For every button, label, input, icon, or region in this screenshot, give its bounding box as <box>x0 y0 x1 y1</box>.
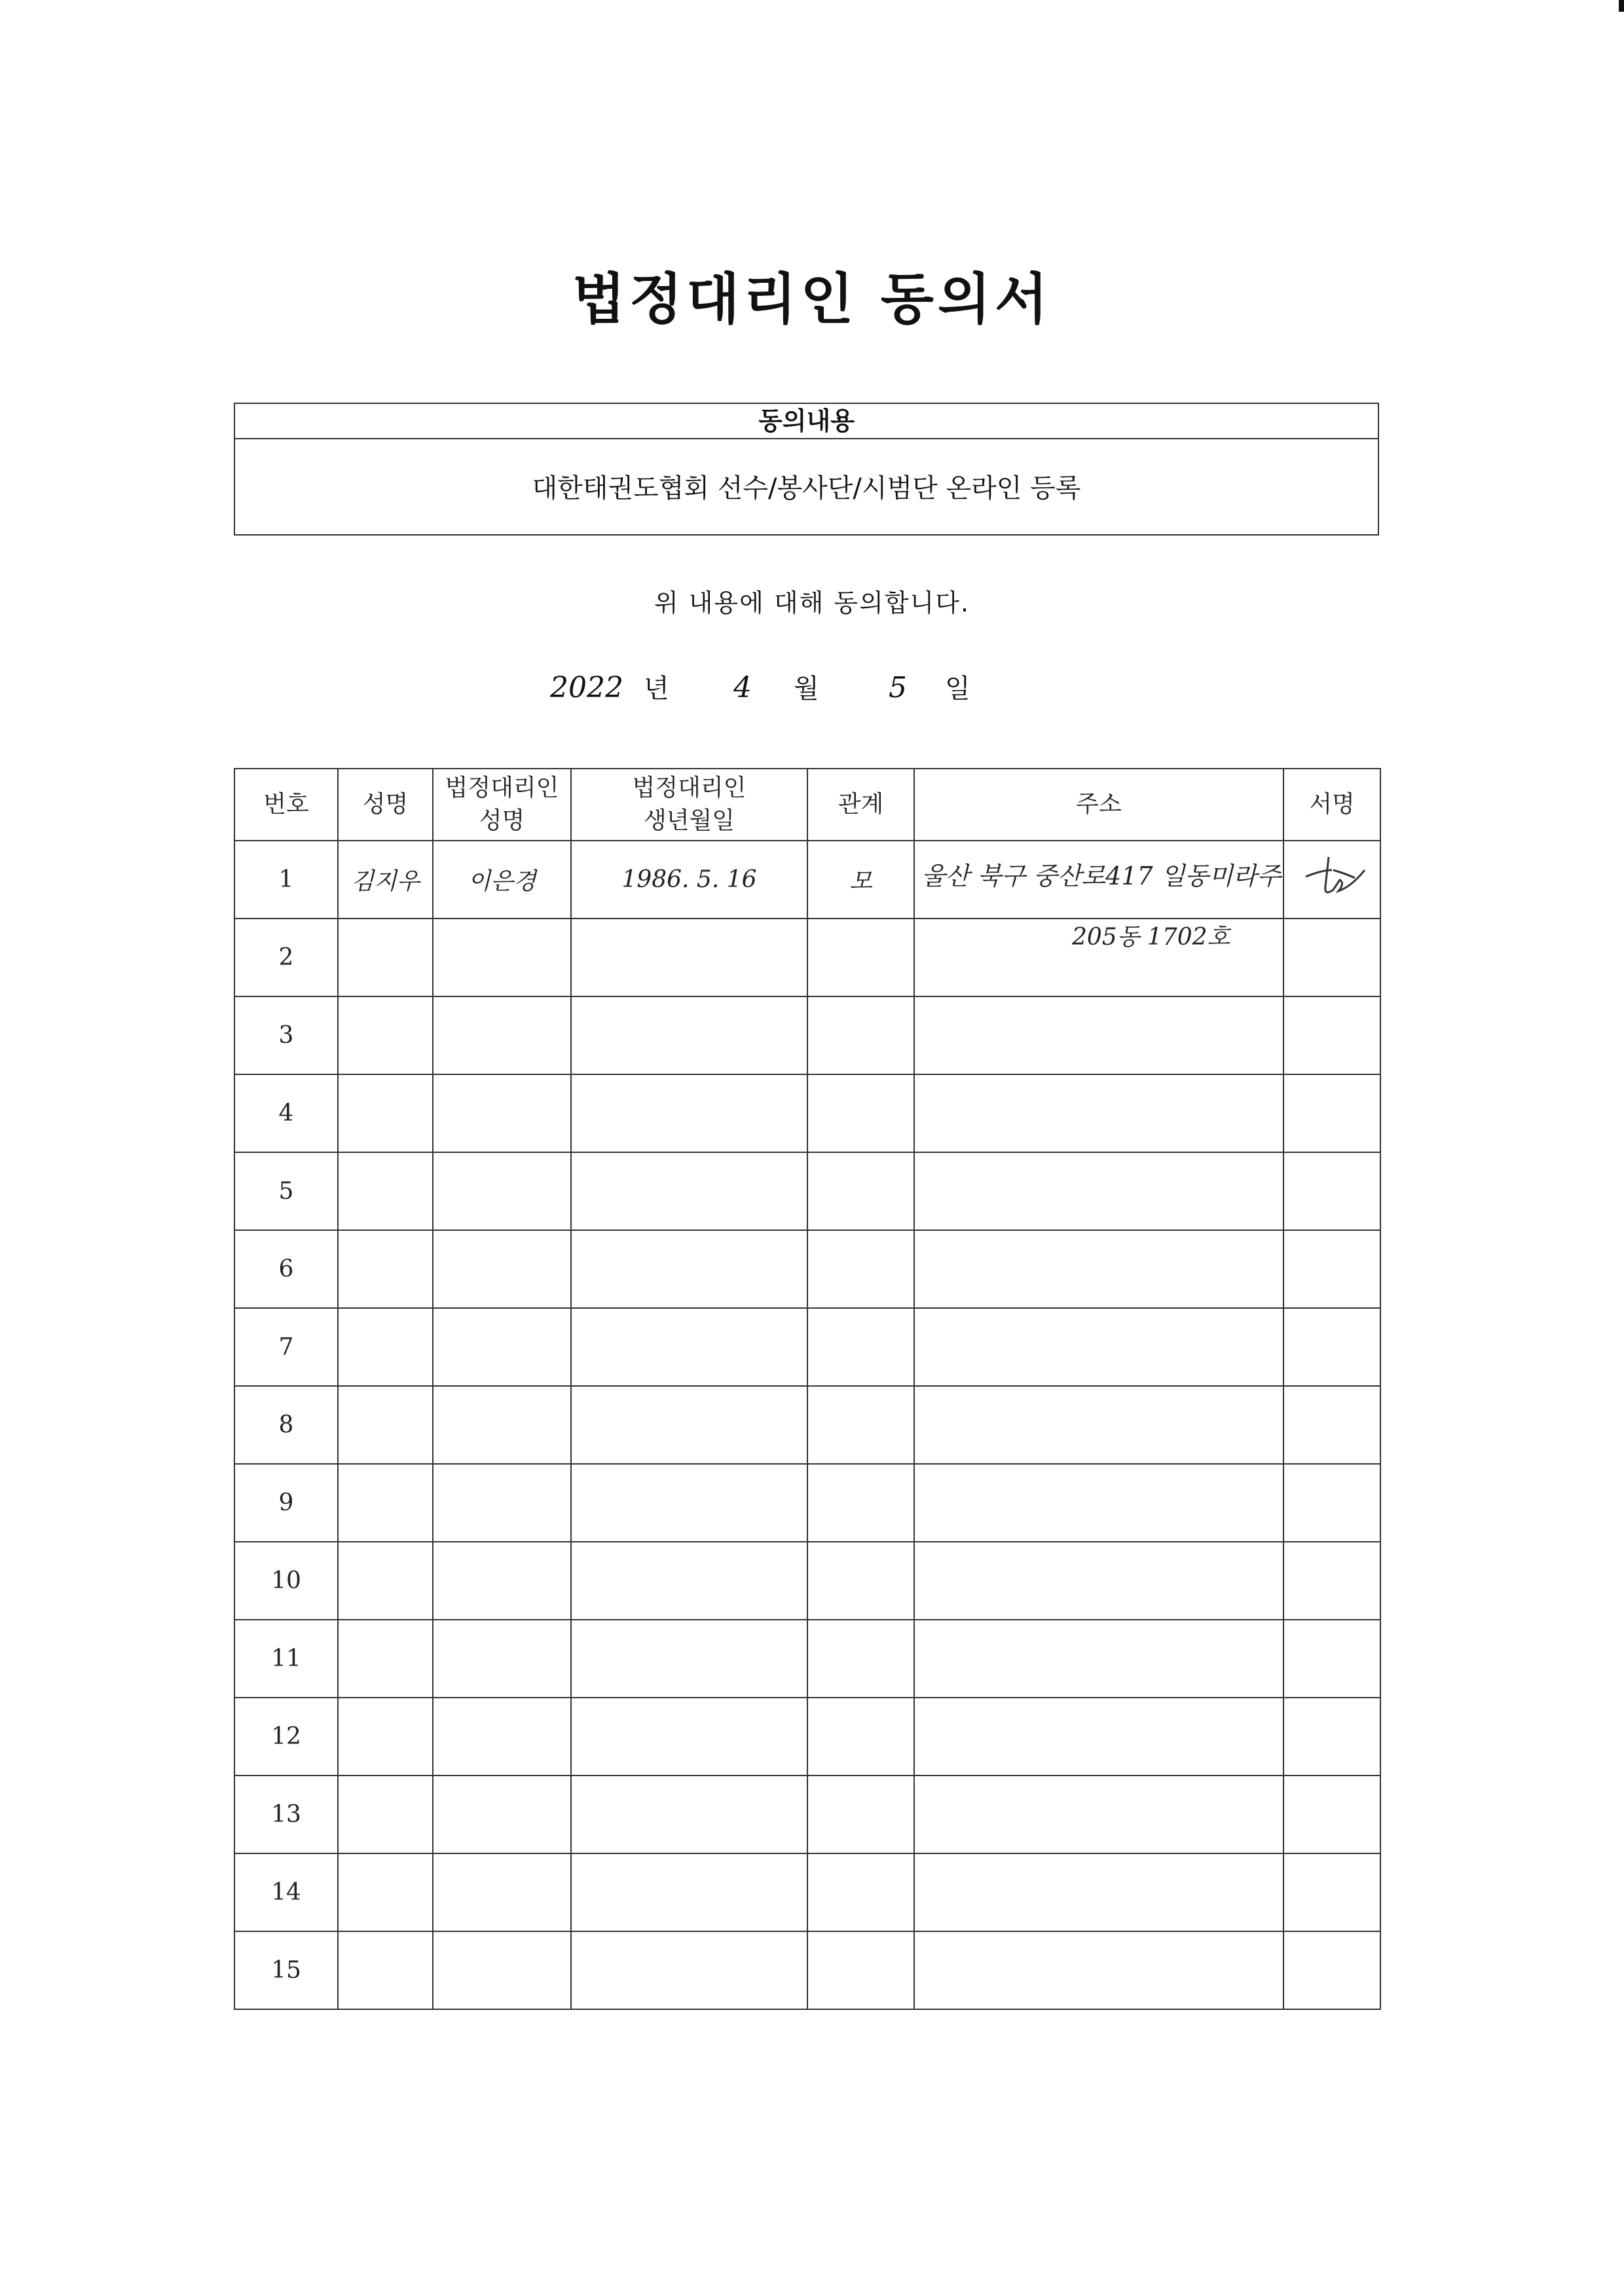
cell-signature <box>1283 841 1380 919</box>
cell-no: 1 <box>234 841 338 919</box>
date-year-unit: 년 <box>644 674 669 704</box>
table-row <box>234 1698 1380 1776</box>
address-line1: 울산 북구 중산로417 일동미라주 <box>921 862 1282 890</box>
header-guardian-birth-line1: 법정대리인 <box>632 774 747 801</box>
consent-box <box>234 403 1379 536</box>
header-guardian-birth-line2: 생년월일 <box>643 807 735 834</box>
header-signature: 서명 <box>1283 769 1380 841</box>
cell-no: 13 <box>234 1776 338 1853</box>
header-address: 주소 <box>914 769 1283 841</box>
table-row <box>234 1152 1380 1230</box>
cell-no: 7 <box>234 1308 338 1386</box>
header-relation: 관계 <box>807 769 914 841</box>
guardian-table <box>234 768 1381 2010</box>
table-row <box>234 1464 1380 1542</box>
signature-scribble <box>1293 850 1371 903</box>
table-row <box>234 1931 1380 2009</box>
consent-content: 대한태권도협회 선수/봉사단/시범단 온라인 등록 <box>532 473 1081 503</box>
table-row <box>234 1230 1380 1308</box>
table-row <box>234 841 1380 919</box>
cell-no: 15 <box>234 1931 338 2009</box>
cell-no: 14 <box>234 1853 338 1931</box>
date-day-unit: 일 <box>945 674 970 704</box>
cell-no: 6 <box>234 1230 338 1308</box>
header-guardian-name <box>433 769 571 841</box>
header-guardian-name-line1: 법정대리인 <box>445 774 559 801</box>
date-month-unit: 월 <box>794 674 819 704</box>
date-year: 2022 <box>550 671 623 704</box>
scan-corner-mark <box>1619 0 1624 12</box>
header-guardian-name-line2: 성명 <box>479 807 525 834</box>
cell-no: 10 <box>234 1542 338 1620</box>
cell-no: 12 <box>234 1698 338 1776</box>
cell-guardian-birth: 1986. 5. 16 <box>571 841 807 919</box>
header-name: 성명 <box>338 769 433 841</box>
cell-no: 4 <box>234 1074 338 1152</box>
cell-no: 11 <box>234 1620 338 1698</box>
table-row <box>234 1308 1380 1386</box>
cell-no: 9 <box>234 1464 338 1542</box>
cell-relation: 모 <box>807 841 914 919</box>
page-title: 법정대리인 동의서 <box>572 267 1052 331</box>
table-row <box>234 1776 1380 1853</box>
table-row <box>234 1074 1380 1152</box>
agreement-statement: 위 내용에 대해 동의합니다. <box>654 589 970 617</box>
table-row <box>234 1853 1380 1931</box>
table-row <box>234 1386 1380 1464</box>
address-line2: 205동 1702호 <box>1072 924 1230 951</box>
date-month: 4 <box>733 671 752 704</box>
table-row <box>234 1620 1380 1698</box>
cell-no: 8 <box>234 1386 338 1464</box>
table-header-row <box>234 769 1380 841</box>
cell-no: 3 <box>234 996 338 1074</box>
cell-guardian-name: 이은경 <box>433 841 571 919</box>
header-guardian-birth <box>571 769 807 841</box>
cell-no: 5 <box>234 1152 338 1230</box>
table-row <box>234 996 1380 1074</box>
cell-no: 2 <box>234 919 338 996</box>
consent-header: 동의내용 <box>235 404 1378 439</box>
date-day: 5 <box>889 671 907 704</box>
header-no: 번호 <box>234 769 338 841</box>
cell-address <box>914 841 1283 951</box>
table-row <box>234 1542 1380 1620</box>
cell-name: 김지우 <box>338 841 433 919</box>
